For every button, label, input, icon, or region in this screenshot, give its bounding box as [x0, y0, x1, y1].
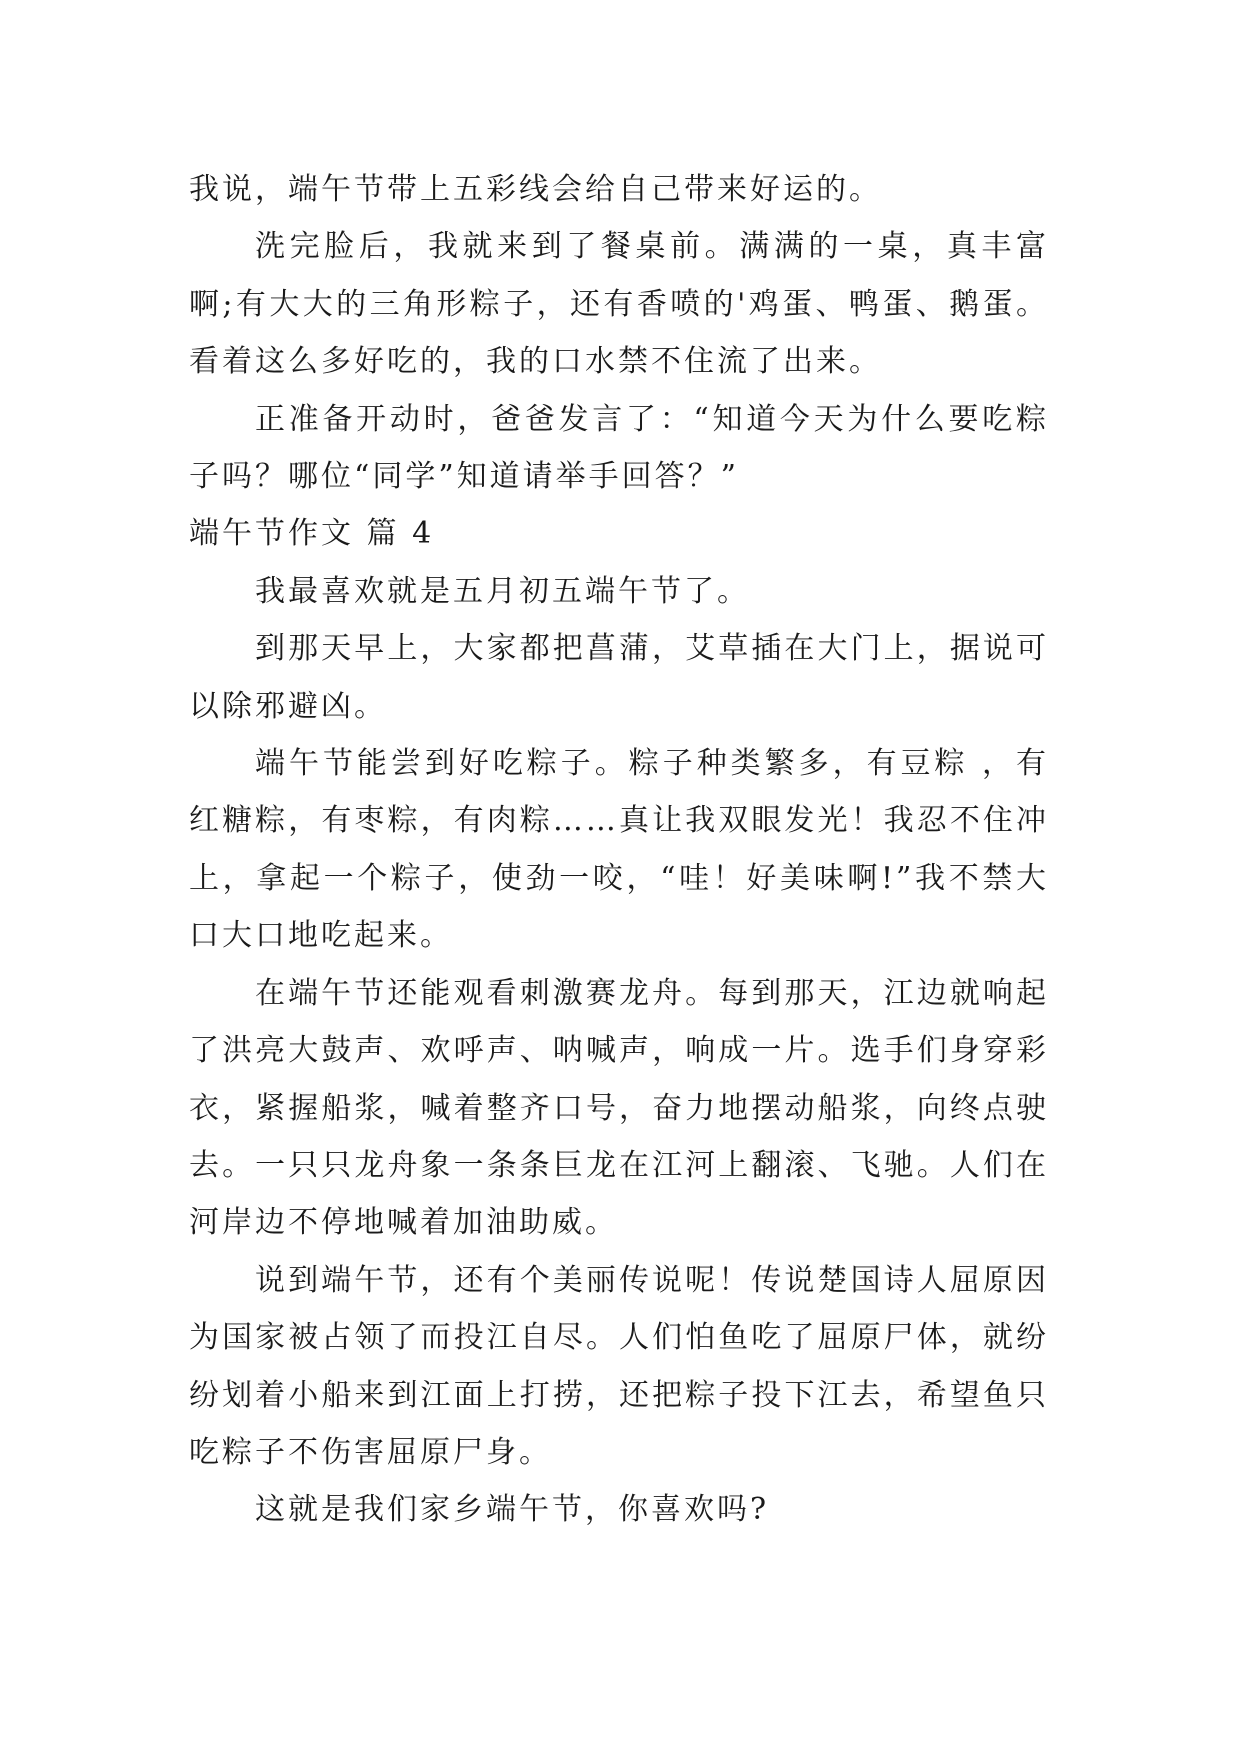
- paragraph-continuation: 我说，端午节带上五彩线会给自己带来好运的。: [189, 172, 882, 207]
- paragraph-father-question: 正准备开动时，爸爸发言了：“知道今天为什么要吃粽子吗？哪位“同学”知道请举手回答？”: [189, 401, 1049, 495]
- paragraph-calamus-mugwort: 到那天早上，大家都把菖蒲，艾草插在大门上，据说可以除邪避凶。: [189, 631, 1049, 724]
- paragraph-dragon-boat: 在端午节还能观看刺激赛龙舟。每到那天，江边就响起了洪亮大鼓声、欢呼声、呐喊声，响成一片。选手们身穿彩衣，紧握船浆，喊着整齐口号，奋力地摆动船浆，向终点驶去。一只只龙舟象一条条巨龙在江河上翻滚、飞驰。人们在河岸边不停地喊着加油助威。: [189, 975, 1049, 1241]
- paragraph-breakfast-table: 洗完脸后，我就来到了餐桌前。满满的一桌，真丰富啊;有大大的三角形粽子，还有香喷的'鸡蛋、鸭蛋、鹅蛋。看着这么多好吃的，我的口水禁不住流了出来。: [189, 229, 1049, 380]
- paragraph-qu-yuan-legend: 说到端午节，还有个美丽传说呢！传说楚国诗人屈原因为国家被占领了而投江自尽。人们怕鱼吃了屈原尸体，就纷纷划着小船来到江面上打捞，还把粽子投下江去，希望鱼只吃粽子不伤害屈原尸身。: [189, 1262, 1049, 1470]
- paragraph-favorite-festival: 我最喜欢就是五月初五端午节了。: [255, 573, 750, 609]
- paragraph-zongzi: 端午节能尝到好吃粽子。粽子种类繁多，有豆粽 ，有红糖粽，有枣粽，有肉粽……真让我双眼发光！我忍不住冲上，拿起一个粽子，使劲一咬，“哇！好美味啊!”我不禁大口大口地吃起来。: [189, 746, 1049, 954]
- paragraph-closing: 这就是我们家乡端午节，你喜欢吗?: [255, 1492, 770, 1528]
- section-title: 端午节作文 篇 4: [189, 516, 435, 552]
- essay-body: [189, 161, 1049, 1539]
